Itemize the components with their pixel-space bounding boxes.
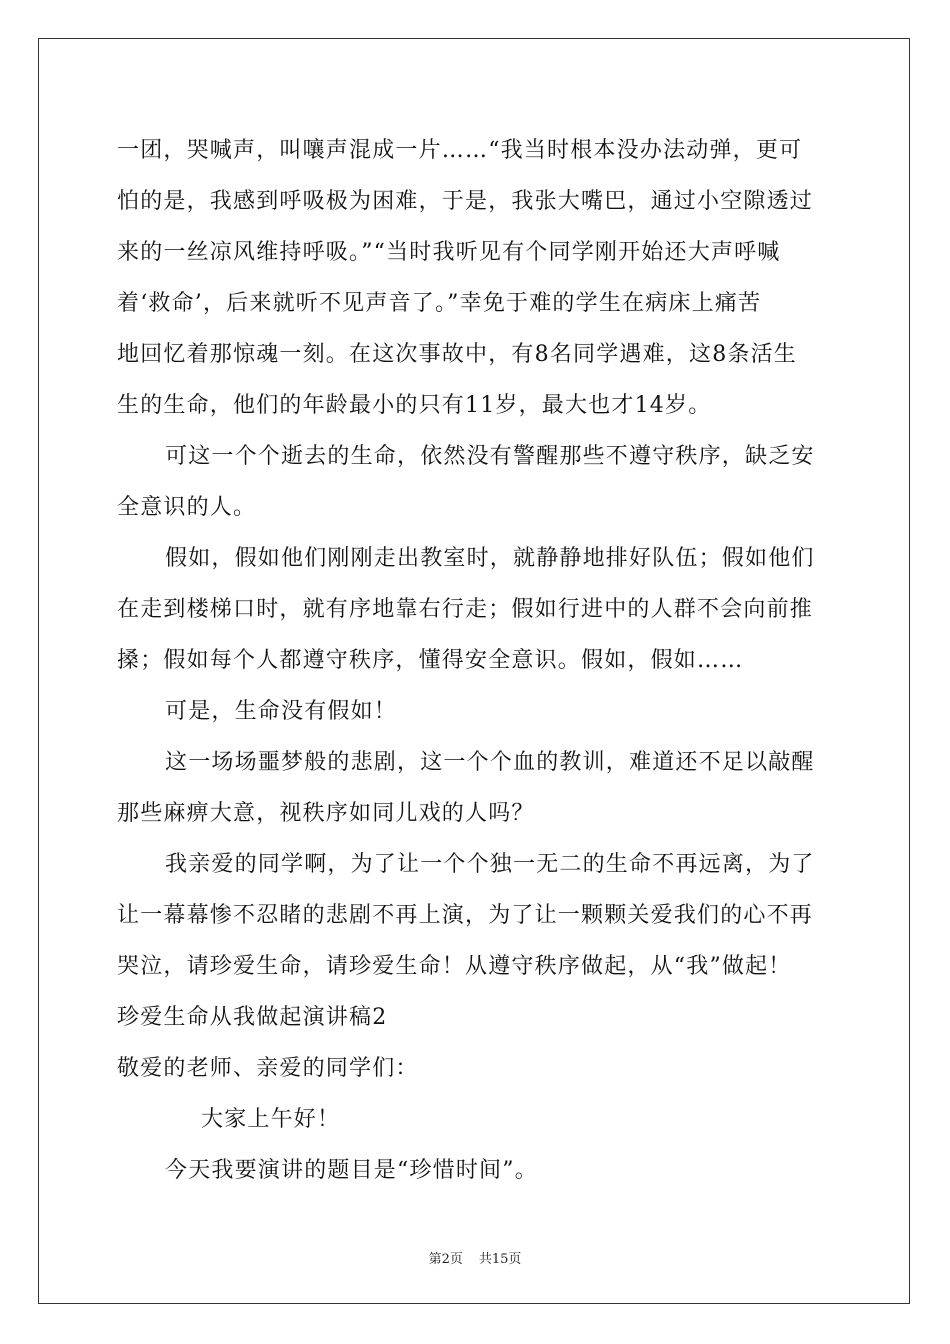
- document-body: [117, 125, 837, 1196]
- text-line: 让一幕幕惨不忍睹的悲剧不再上演，为了让一颗颗关爱我们的心不再: [117, 903, 814, 928]
- text-line: 地回忆着那惊魂一刻。在这次事故中，有8名同学遇难，这8条活生: [117, 342, 797, 367]
- text-line: 全意识的人。: [117, 495, 257, 520]
- page-footer: [0, 1248, 950, 1267]
- page-number: 第2页: [428, 1252, 463, 1267]
- text-line: 搡；假如每个人都遵守秩序，懂得安全意识。假如，假如……: [117, 648, 744, 673]
- paragraph-start-line: 可这一个个逝去的生命，依然没有警醒那些不遵守秩序，缺乏安: [165, 444, 815, 469]
- paragraph-start-line: 假如，假如他们刚刚走出教室时，就静静地排好队伍；假如他们: [165, 546, 815, 571]
- text-line: 生的生命，他们的年龄最小的只有11岁，最大也才14岁。: [117, 393, 712, 418]
- text-line: 哭泣，请珍爱生命，请珍爱生命！从遵守秩序做起，从“我”做起！: [117, 954, 792, 979]
- total-pages: 共15页: [478, 1252, 522, 1267]
- paragraph-start-line: 今天我要演讲的题目是“珍惜时间”。: [165, 1158, 538, 1183]
- section-title: 珍爱生命从我做起演讲稿2: [117, 1005, 388, 1030]
- paragraph-start-line: 我亲爱的同学啊，为了让一个个独一无二的生命不再远离，为了: [165, 852, 815, 877]
- text-line: 怕的是，我感到呼吸极为困难，于是，我张大嘴巴，通过小空隙透过: [117, 189, 814, 214]
- greeting: 大家上午好！: [201, 1107, 341, 1132]
- text-line: 来的一丝凉风维持呼吸。”“当时我听见有个同学刚开始还大声呼喊: [117, 240, 781, 265]
- paragraph-start-line: 这一场场噩梦般的悲剧，这一个个血的教训，难道还不足以敲醒: [165, 750, 815, 775]
- text-line: 一团，哭喊声，叫嚷声混成一片……“我当时根本没办法动弹，更可: [117, 138, 803, 163]
- text-line: 在走到楼梯口时，就有序地靠右行走；假如行进中的人群不会向前推: [117, 597, 814, 622]
- text-line: 那些麻痹大意，视秩序如同儿戏的人吗？: [117, 801, 535, 826]
- salutation: 敬爱的老师、亲爱的同学们：: [117, 1056, 419, 1081]
- paragraph-start-line: 可是，生命没有假如！: [165, 699, 398, 724]
- text-line: 着‘救命’，后来就听不见声音了。”幸免于难的学生在病床上痛苦: [117, 291, 762, 316]
